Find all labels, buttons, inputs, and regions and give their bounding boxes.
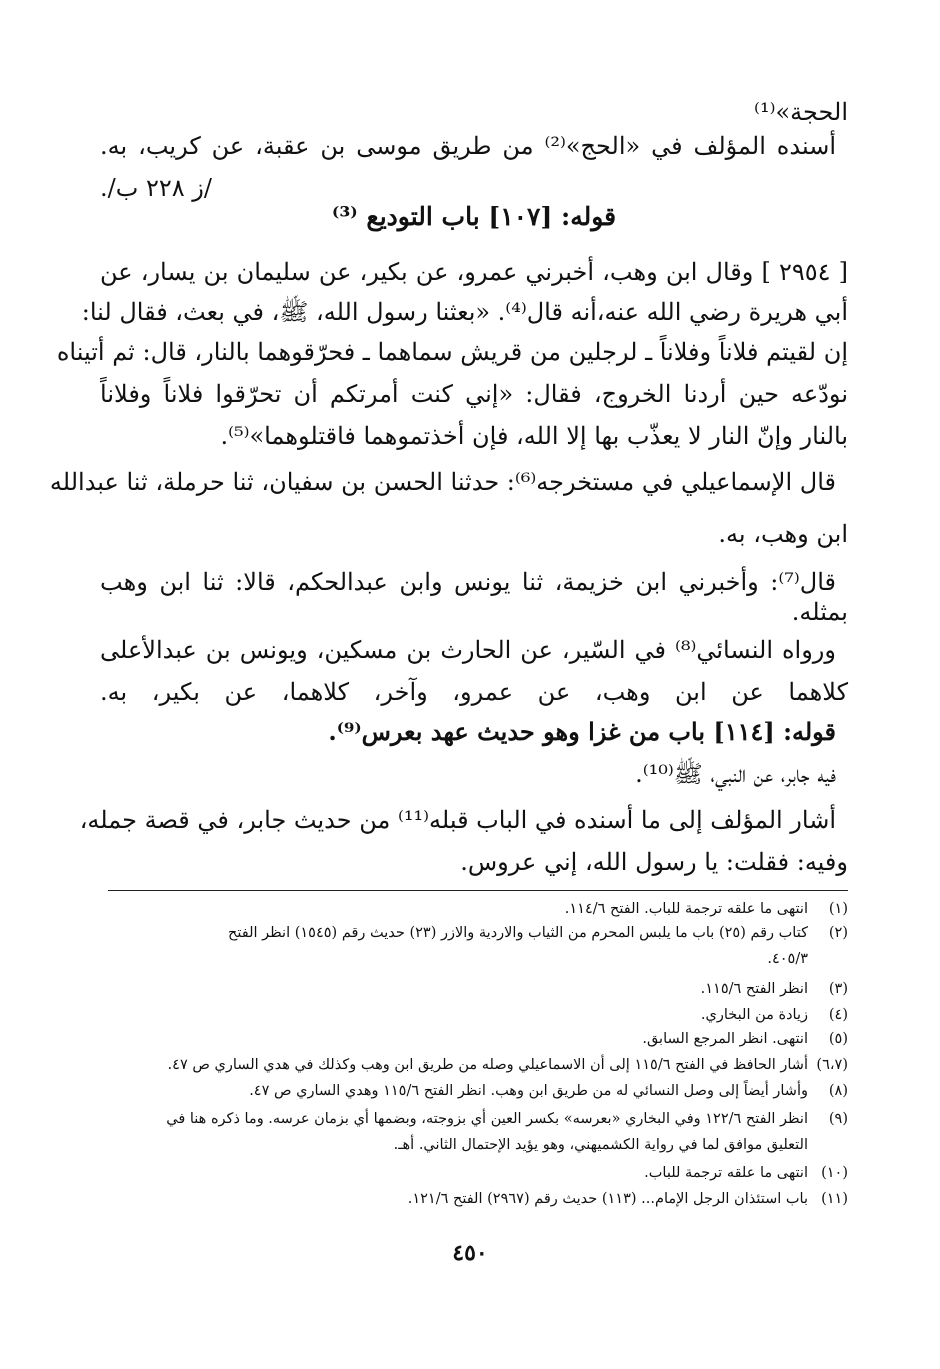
text-line: أشار المؤلف إلى ما أسنده في الباب قبله⁽¹¹⁾ من حديث جابر، في قصة جمله،	[79, 806, 836, 834]
footnote	[100, 1162, 848, 1184]
section-heading: قوله: [١٠٧] باب التوديع ⁽³⁾	[331, 202, 617, 231]
footnote	[100, 1028, 848, 1050]
text-line: ابن وهب، به.	[718, 520, 848, 548]
text-line: كلاهما عن ابن وهب، عن عمرو، وآخر، كلاهما، عن بكير، به.	[100, 678, 848, 706]
text-line: إن لقيتم فلاناً وفلاناً ـ لرجلين من قريش سماهما ـ فحرّقوهما بالنار، قال: ثم أتيناه	[56, 338, 848, 366]
footnote-number: (١)	[828, 901, 848, 917]
text-line: نودّعه حين أردنا الخروج، فقال: «إني كنت أمرتكم أن تحرّقوا فلاناً وفلاناً	[100, 380, 848, 408]
text-line: وفيه: فقلت: يا رسول الله، إني عروس.	[460, 848, 848, 876]
text-line: أسنده المؤلف في «الحج»⁽²⁾ من طريق موسى بن عقبة، عن كريب، به.	[100, 132, 836, 160]
footnote	[100, 978, 848, 1000]
footnote	[100, 948, 848, 970]
footnote	[100, 1188, 848, 1210]
text-line: ورواه النسائي⁽⁸⁾ في السّير، عن الحارث بن مسكين، ويونس بن عبدالأعلى	[100, 636, 836, 664]
text-line: [ ٢٩٥٤ ] وقال ابن وهب، أخبرني عمرو، عن بكير، عن سليمان بن يسار، عن	[100, 258, 849, 286]
footnote	[100, 1108, 848, 1130]
footnote-number: (٩)	[828, 1111, 848, 1127]
footnote-number: (١٠)	[821, 1165, 848, 1181]
footnote-number: (٢)	[828, 925, 848, 941]
footnote-number: (٤)	[828, 1007, 848, 1023]
footnote-number: (٣)	[828, 981, 848, 997]
footnote	[100, 1080, 848, 1102]
text-line: أبي هريرة رضي الله عنه،أنه قال⁽⁴⁾. «بعثنا رسول الله، ﷺ، في بعث، فقال لنا:	[81, 298, 848, 326]
footnote-text: انتهى ما علقه ترجمة للباب.	[644, 1165, 808, 1181]
footnote-text: كتاب رقم (٢٥) باب ما يلبس المحرم من الثياب والاردية والازر (٢٣) حديث رقم (١٥٤٥) انظر الفتح	[228, 925, 808, 941]
footnote-text: انتهى ما علقه ترجمة للباب. الفتح ١١٤/٦.	[564, 901, 808, 917]
section-heading: قوله: [١١٤] باب من غزا وهو حديث عهد بعرس⁽⁹⁾.	[328, 717, 836, 746]
text-line: بالنار وإنّ النار لا يعذّب بها إلا الله، فإن أخذتموهما فاقتلوهما»⁽⁵⁾.	[220, 422, 848, 450]
text-line: /ز ٢٢٨ ب/.	[100, 174, 212, 202]
text-line: فيه جابر، عن النبي، ﷺ⁽¹⁰⁾.	[635, 760, 836, 788]
footnote	[100, 1134, 848, 1156]
text-line: قال⁽⁷⁾: وأخبرني ابن خزيمة، ثنا يونس وابن عبدالحكم، قالا: ثنا ابن وهب	[100, 568, 836, 596]
page-number: ٤٥٠	[452, 1240, 488, 1266]
footnote-number: (١١)	[821, 1191, 848, 1207]
footnote-text: وأشار أيضاً إلى وصل النسائي له من طريق ابن وهب. انظر الفتح ١١٥/٦ وهدي الساري ص ٤٧.	[249, 1083, 808, 1099]
footnote-separator	[108, 890, 848, 891]
footnote	[100, 922, 848, 944]
footnote-text: التعليق موافق لما في رواية الكشميهني، وهو يؤيد الإحتمال الثاني. أهـ.	[393, 1137, 808, 1153]
footnote	[100, 1054, 848, 1076]
footnote	[100, 1004, 848, 1026]
text-line: بمثله.	[791, 598, 848, 626]
footnote-text: انظر الفتح ١٢٢/٦ وفي البخاري «بعرسه» بكسر العين أي بزوجته، وبضمها أي بزمان عرسه. وما ذكره هنا في	[166, 1111, 808, 1127]
footnote-text: باب استئذان الرجل الإمام... (١١٣) حديث رقم (٢٩٦٧) الفتح ١٢١/٦.	[407, 1191, 808, 1207]
footnote-number: (٥)	[828, 1031, 848, 1047]
footnote-number: (٦،٧)	[816, 1057, 848, 1073]
footnote-text: ٤٠٥/٣.	[767, 951, 808, 967]
footnote-text: انظر الفتح ١١٥/٦.	[700, 981, 808, 997]
text-line: قال الإسماعيلي في مستخرجه⁽⁶⁾: حدثنا الحسن بن سفيان، ثنا حرملة، ثنا عبدالله	[49, 468, 836, 496]
text-line: الحجة»⁽¹⁾	[754, 98, 848, 126]
footnote	[100, 898, 848, 920]
footnote-text: أشار الحافظ في الفتح ١١٥/٦ إلى أن الاسماعيلي وصله من طريق ابن وهب وكذلك في هدي الساري ص ٤٧.	[167, 1057, 808, 1073]
footnote-text: انتهى. انظر المرجع السابق.	[642, 1031, 808, 1047]
footnote-text: زيادة من البخاري.	[700, 1007, 808, 1023]
footnote-number: (٨)	[828, 1083, 848, 1099]
